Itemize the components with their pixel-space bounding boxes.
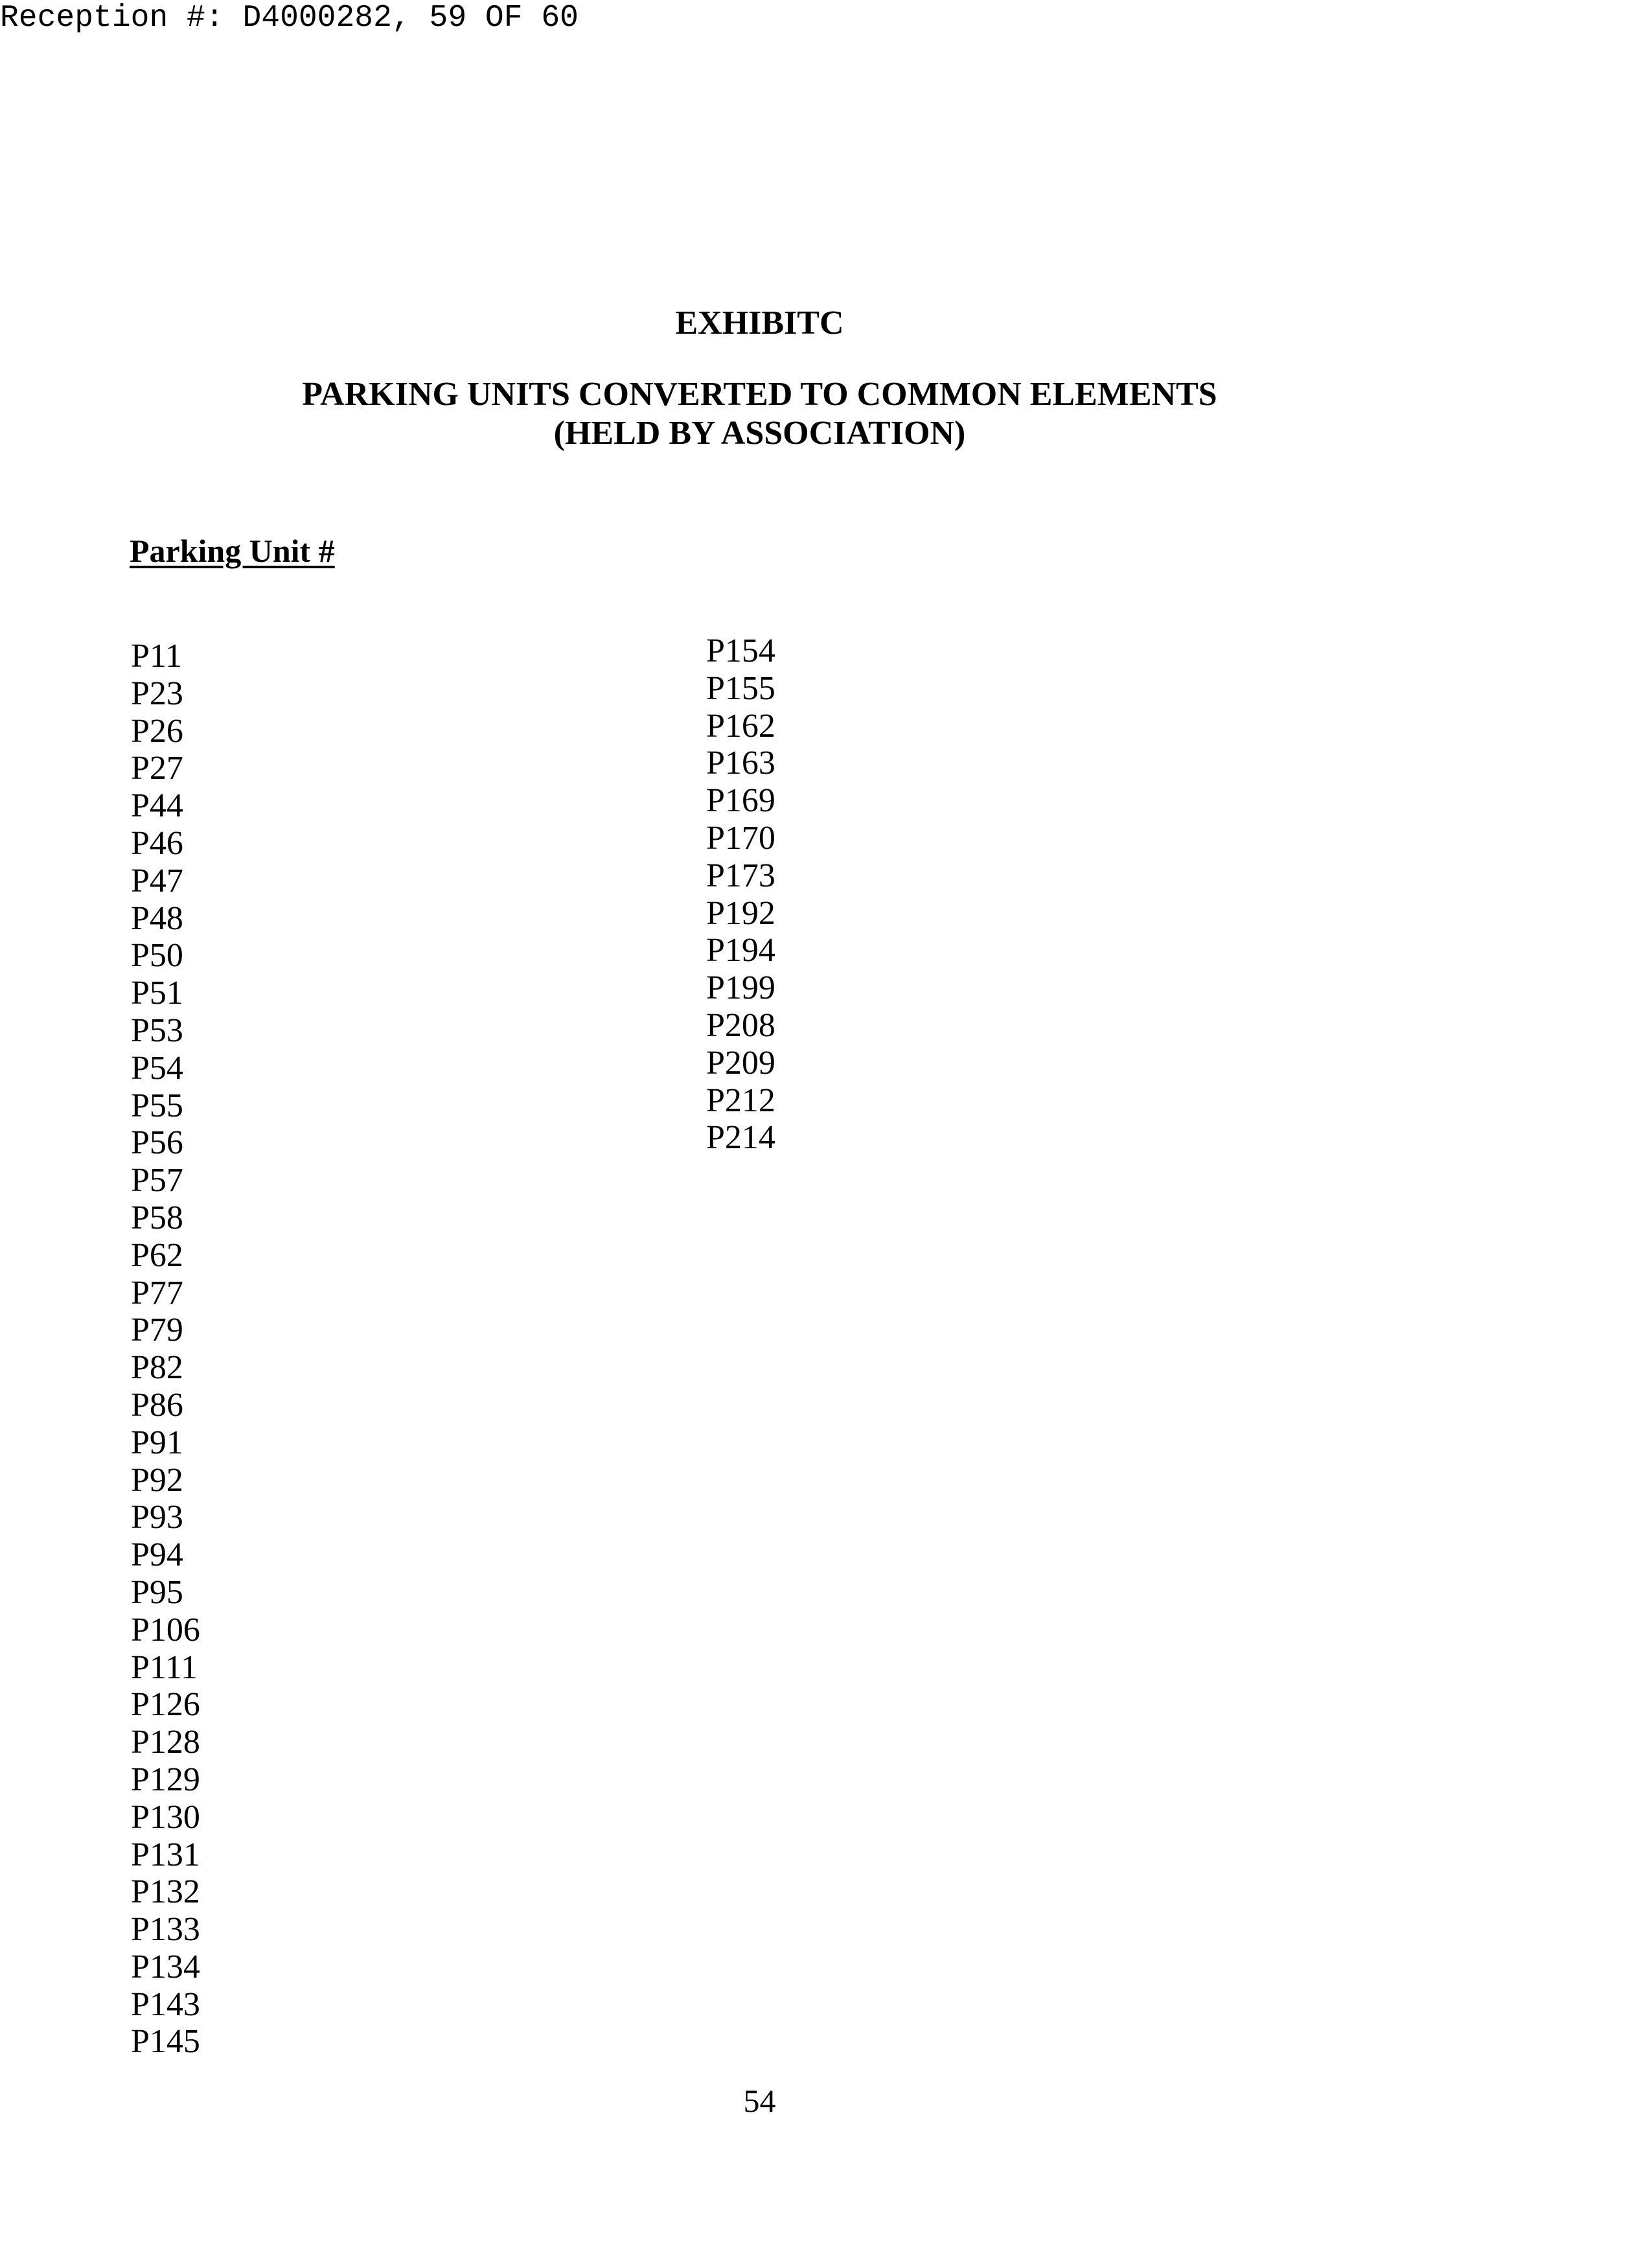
parking-unit-item: P56 bbox=[131, 1124, 183, 1162]
parking-unit-item: P91 bbox=[131, 1424, 183, 1461]
parking-unit-item: P92 bbox=[131, 1461, 183, 1499]
parking-unit-item: P194 bbox=[706, 932, 775, 969]
parking-unit-item: P155 bbox=[706, 669, 775, 707]
parking-unit-item: P11 bbox=[131, 638, 182, 675]
parking-unit-item: P58 bbox=[131, 1199, 183, 1236]
parking-unit-item: P77 bbox=[131, 1274, 183, 1312]
parking-unit-item: P54 bbox=[131, 1049, 183, 1087]
parking-unit-item: P208 bbox=[706, 1006, 775, 1044]
parking-unit-item: P132 bbox=[131, 1873, 200, 1911]
parking-unit-column-heading: Parking Unit # bbox=[130, 533, 335, 569]
parking-unit-item: P134 bbox=[131, 1948, 200, 1985]
parking-unit-item: P199 bbox=[706, 969, 775, 1007]
exhibit-title: EXHIBITC bbox=[675, 305, 844, 341]
parking-unit-item: P129 bbox=[131, 1761, 200, 1798]
parking-unit-item: P53 bbox=[131, 1012, 183, 1049]
parking-unit-item: P51 bbox=[131, 975, 183, 1012]
parking-unit-item: P46 bbox=[131, 824, 183, 862]
document-subtitle-line-1: PARKING UNITS CONVERTED TO COMMON ELEMENTS bbox=[302, 376, 1217, 413]
parking-unit-item: P48 bbox=[131, 899, 183, 937]
parking-unit-item: P55 bbox=[131, 1087, 183, 1124]
parking-unit-item: P214 bbox=[706, 1119, 775, 1157]
parking-unit-item: P128 bbox=[131, 1724, 200, 1761]
parking-unit-item: P209 bbox=[706, 1044, 775, 1081]
parking-unit-item: P27 bbox=[131, 750, 183, 787]
parking-unit-item: P173 bbox=[706, 857, 775, 894]
parking-unit-item: P95 bbox=[131, 1573, 183, 1611]
parking-unit-item: P143 bbox=[131, 1985, 200, 2023]
parking-unit-item: P47 bbox=[131, 862, 183, 899]
parking-unit-item: P163 bbox=[706, 745, 775, 782]
parking-unit-item: P162 bbox=[706, 707, 775, 745]
parking-unit-item: P106 bbox=[131, 1611, 200, 1648]
parking-unit-item: P94 bbox=[131, 1536, 183, 1574]
document-subtitle-line-2: (HELD BY ASSOCIATION) bbox=[553, 415, 966, 452]
parking-unit-item: P154 bbox=[706, 632, 775, 669]
parking-unit-item: P131 bbox=[131, 1836, 200, 1873]
parking-unit-item: P62 bbox=[131, 1236, 183, 1274]
reception-number: Reception #: D4000282, 59 OF 60 bbox=[0, 1, 579, 36]
parking-unit-item: P133 bbox=[131, 1911, 200, 1949]
parking-unit-item: P192 bbox=[706, 894, 775, 932]
parking-unit-item: P86 bbox=[131, 1386, 183, 1424]
parking-unit-item: P126 bbox=[131, 1686, 200, 1724]
parking-unit-item: P130 bbox=[131, 1798, 200, 1836]
parking-unit-item: P50 bbox=[131, 937, 183, 975]
parking-unit-item: P93 bbox=[131, 1499, 183, 1536]
parking-unit-list-left bbox=[131, 638, 200, 2061]
parking-unit-item: P82 bbox=[131, 1349, 183, 1387]
parking-unit-item: P44 bbox=[131, 787, 183, 825]
parking-unit-item: P145 bbox=[131, 2023, 200, 2061]
page-number: 54 bbox=[743, 2083, 776, 2119]
parking-unit-item: P26 bbox=[131, 712, 183, 750]
parking-unit-item: P170 bbox=[706, 819, 775, 857]
parking-unit-item: P111 bbox=[131, 1648, 198, 1686]
parking-unit-item: P212 bbox=[706, 1081, 775, 1119]
parking-unit-list-right bbox=[706, 632, 775, 1157]
parking-unit-item: P79 bbox=[131, 1312, 183, 1349]
parking-unit-item: P23 bbox=[131, 675, 183, 712]
parking-unit-item: P169 bbox=[706, 782, 775, 820]
parking-unit-item: P57 bbox=[131, 1162, 183, 1199]
